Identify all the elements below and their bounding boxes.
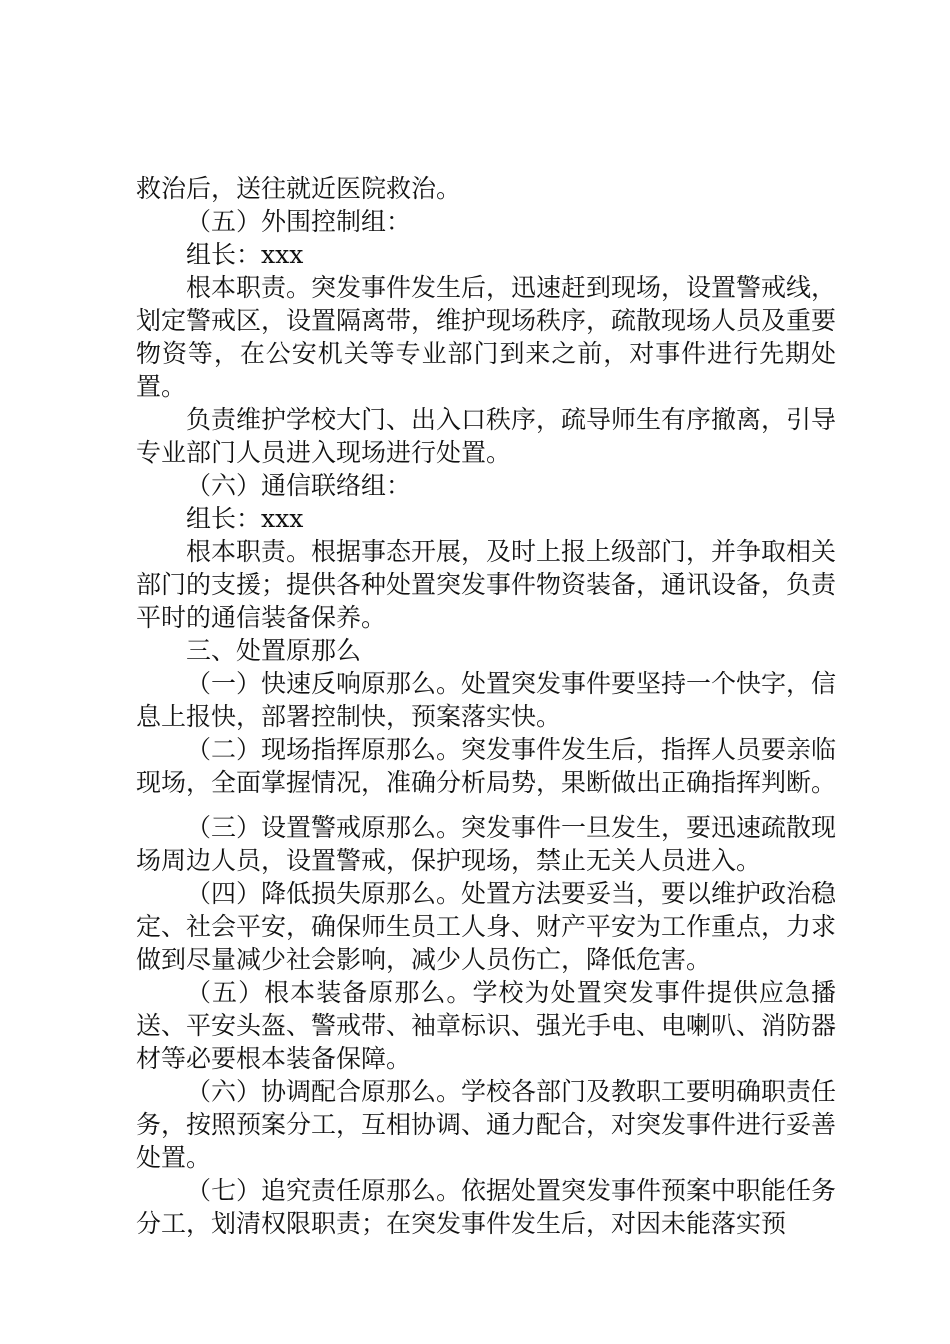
- paragraph-outer-control-duties: 根本职责。突发事件发生后，迅速赶到现场，设置警戒线，划定警戒区，设置隔离带，维护现场秩序，疏散现场人员及重要物资等，在公安机关等专业部门到来之前，对事件进行先期处置。: [136, 273, 837, 401]
- paragraph-outer-control-gate: 负责维护学校大门、出入口秩序，疏导师生有序撤离，引导专业部门人员进入现场进行处置。: [136, 405, 837, 467]
- paragraph-principle-1: （一）快速反响原那么。处置突发事件要坚持一个快字，信息上报快，部署控制快，预案落实快。: [136, 669, 837, 731]
- paragraph-principle-4: （四）降低损失原那么。处置方法要妥当，要以维护政治稳定、社会平安，确保师生员工人身、财产平安为工作重点，力求做到尽量减少社会影响，减少人员伤亡，降低危害。: [136, 879, 837, 974]
- group-leader-line: 组长：xxx: [186, 504, 304, 533]
- section-heading-principles: 三、处置原那么: [186, 636, 362, 665]
- paragraph-continuation: 救治后，送往就近医院救治。: [136, 174, 462, 203]
- paragraph-principle-7: （七）追究责任原那么。依据处置突发事件预案中职能任务分工，划清权限职责；在突发事件发生后，对因未能落实预: [136, 1176, 837, 1238]
- paragraph-communication-duties: 根本职责。根据事态开展，及时上报上级部门，并争取相关部门的支援；提供各种处置突发事件物资装备，通讯设备，负责平时的通信装备保养。: [136, 537, 837, 632]
- paragraph-principle-5: （五）根本装备原那么。学校为处置突发事件提供应急播送、平安头盔、警戒带、袖章标识、强光手电、电喇叭、消防器材等必要根本装备保障。: [136, 978, 837, 1073]
- paragraph-principle-3: （三）设置警戒原那么。突发事件一旦发生，要迅速疏散现场周边人员，设置警戒，保护现场，禁止无关人员进入。: [136, 813, 837, 875]
- heading-outer-control-group: （五）外围控制组：: [186, 207, 412, 236]
- paragraph-principle-2: （二）现场指挥原那么。突发事件发生后，指挥人员要亲临现场，全面掌握情况，准确分析局势，果断做出正确指挥判断。: [136, 735, 837, 797]
- document-body: [136, 172, 836, 1240]
- paragraph-principle-6: （六）协调配合原那么。学校各部门及教职工要明确职责任务，按照预案分工，互相协调、通力配合，对突发事件进行妥善处置。: [136, 1077, 837, 1172]
- group-leader-line: 组长：xxx: [186, 240, 304, 269]
- heading-communication-group: （六）通信联络组：: [186, 471, 412, 500]
